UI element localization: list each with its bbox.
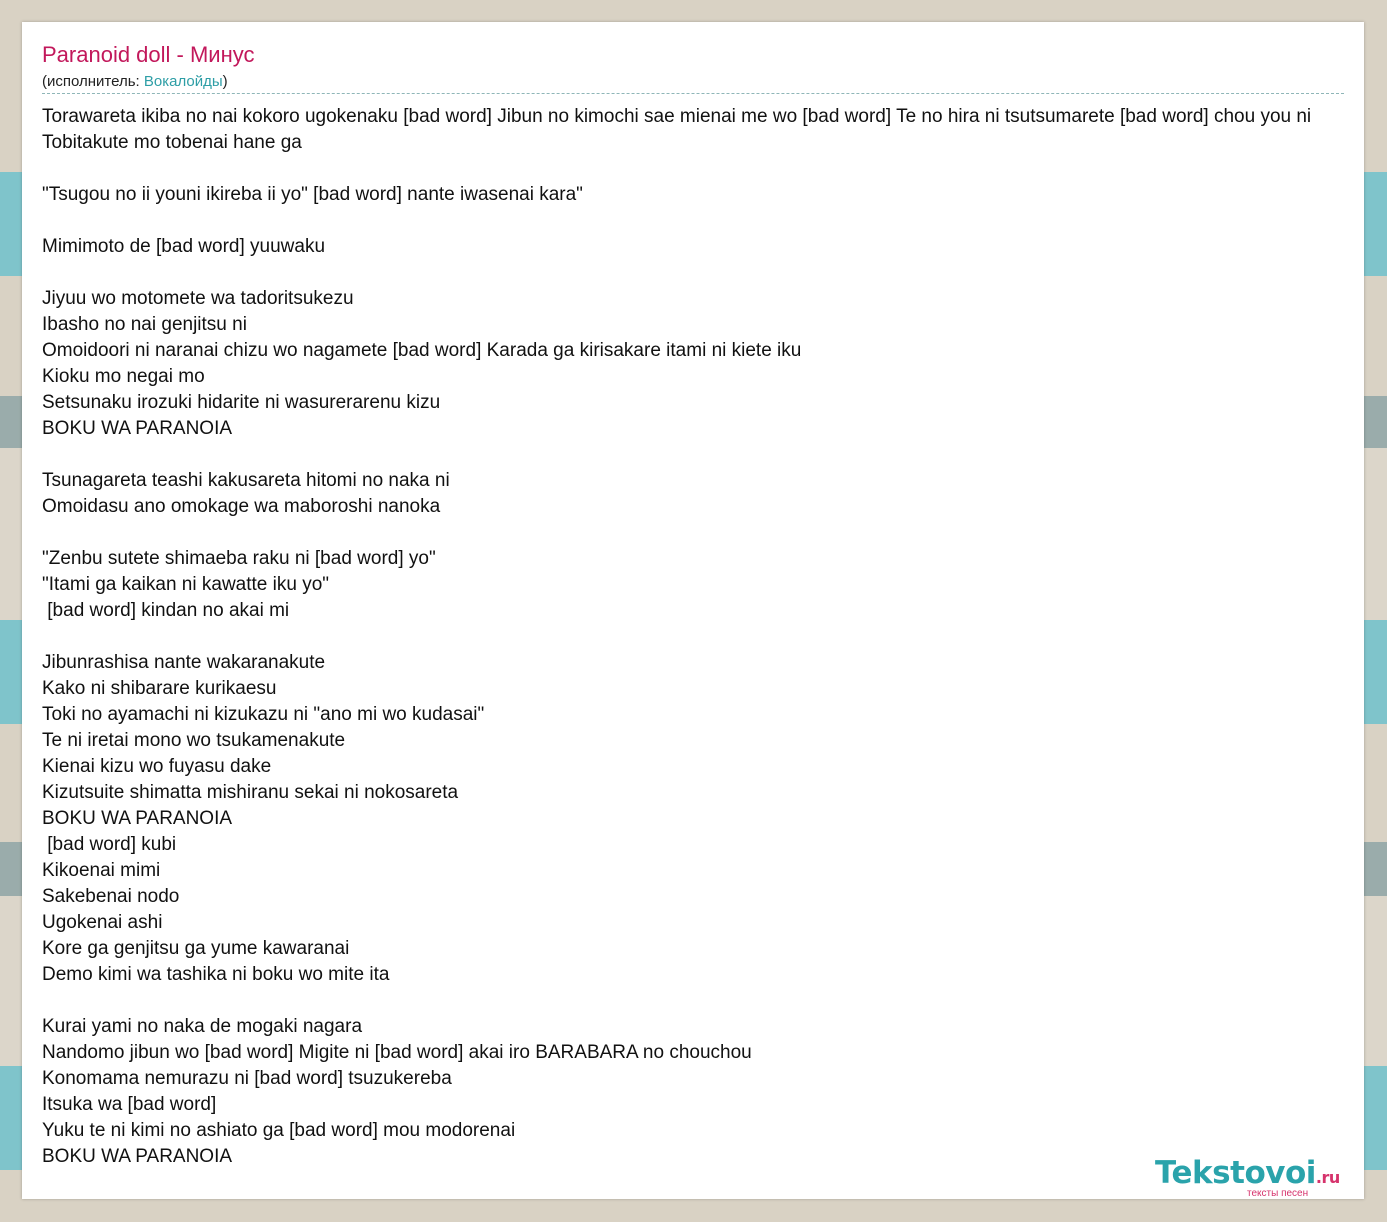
artist-suffix: ) (222, 73, 228, 90)
lyric-line: Te ni iretai mono wo tsukamenakute (42, 730, 346, 751)
lyric-line: Kizutsuite shimatta mishiranu sekai ni nokosareta (42, 782, 459, 803)
logo-wordmark (1155, 1155, 1340, 1191)
lyric-line: Ugokenai ashi (42, 912, 163, 933)
lyric-line: Nandomo jibun wo [bad word] Migite ni [bad word] akai iro BARABARA no chouchou (42, 1042, 752, 1063)
lyric-line: [bad word] kindan no akai mi (42, 600, 290, 621)
lyrics-card (22, 22, 1364, 1199)
lyric-line: "Tsugou no ii youni ikireba ii yo" [bad word] nante iwasenai kara" (42, 184, 583, 205)
logo-name: Tekstovoi (1155, 1155, 1316, 1191)
lyric-line: Tobitakute mo tobenai hane ga (42, 132, 302, 153)
lyric-line: Kienai kizu wo fuyasu dake (42, 756, 272, 777)
lyric-line: Tsunagareta teashi kakusareta hitomi no naka ni (42, 470, 450, 491)
lyric-line: Omoidasu ano omokage wa maboroshi nanoka (42, 496, 441, 517)
lyric-line: Setsunaku irozuki hidarite ni wasurerarenu kizu (42, 392, 441, 413)
lyric-line: [bad word] kubi (42, 834, 177, 855)
site-logo[interactable] (1155, 1155, 1365, 1205)
lyric-line: Yuku te ni kimi no ashiato ga [bad word] mou modorenai (42, 1120, 516, 1141)
divider (42, 93, 1344, 94)
lyric-line: Kako ni shibarare kurikaesu (42, 678, 277, 699)
lyric-line: Ibasho no nai genjitsu ni (42, 314, 247, 335)
lyrics-text (42, 104, 1311, 1170)
artist-line (42, 73, 228, 90)
logo-tagline: тексты песен (1247, 1188, 1309, 1199)
lyric-line: BOKU WA PARANOIA (42, 808, 233, 829)
lyric-line: Konomama nemurazu ni [bad word] tsuzukereba (42, 1068, 452, 1089)
artist-prefix: (исполнитель: (42, 73, 144, 90)
lyric-line: Demo kimi wa tashika ni boku wo mite ita (42, 964, 390, 985)
lyric-line: Jiyuu wo motomete wa tadoritsukezu (42, 288, 354, 309)
lyric-line: Jibunrashisa nante wakaranakute (42, 652, 326, 673)
lyric-line: Torawareta ikiba no nai kokoro ugokenaku [bad word] Jibun no kimochi sae mienai me wo [bad word] Te no hira ni tsutsumarete [bad word] chou you ni (42, 106, 1312, 127)
lyric-line: BOKU WA PARANOIA (42, 418, 233, 439)
lyric-line: Toki no ayamachi ni kizukazu ni "ano mi wo kudasai" (42, 704, 485, 725)
lyric-line: "Zenbu sutete shimaeba raku ni [bad word] yo" (42, 548, 436, 569)
page-title: Paranoid doll - Минус (42, 42, 255, 67)
lyric-line: "Itami ga kaikan ni kawatte iku yo" (42, 574, 330, 595)
lyric-line: Omoidoori ni naranai chizu wo nagamete [bad word] Karada ga kirisakare itami ni kiete iku (42, 340, 802, 361)
lyric-line: Kurai yami no naka de mogaki nagara (42, 1016, 363, 1037)
lyric-line: Sakebenai nodo (42, 886, 180, 907)
lyric-line: Itsuka wa [bad word] (42, 1094, 217, 1115)
lyric-line: Kioku mo negai mo (42, 366, 205, 387)
lyric-line: Mimimoto de [bad word] yuuwaku (42, 236, 326, 257)
lyric-line: Kore ga genjitsu ga yume kawaranai (42, 938, 350, 959)
lyric-line: Kikoenai mimi (42, 860, 161, 881)
logo-tld: .ru (1315, 1168, 1340, 1187)
artist-link[interactable]: Вокалойды (143, 73, 223, 90)
lyric-line: BOKU WA PARANOIA (42, 1146, 233, 1167)
